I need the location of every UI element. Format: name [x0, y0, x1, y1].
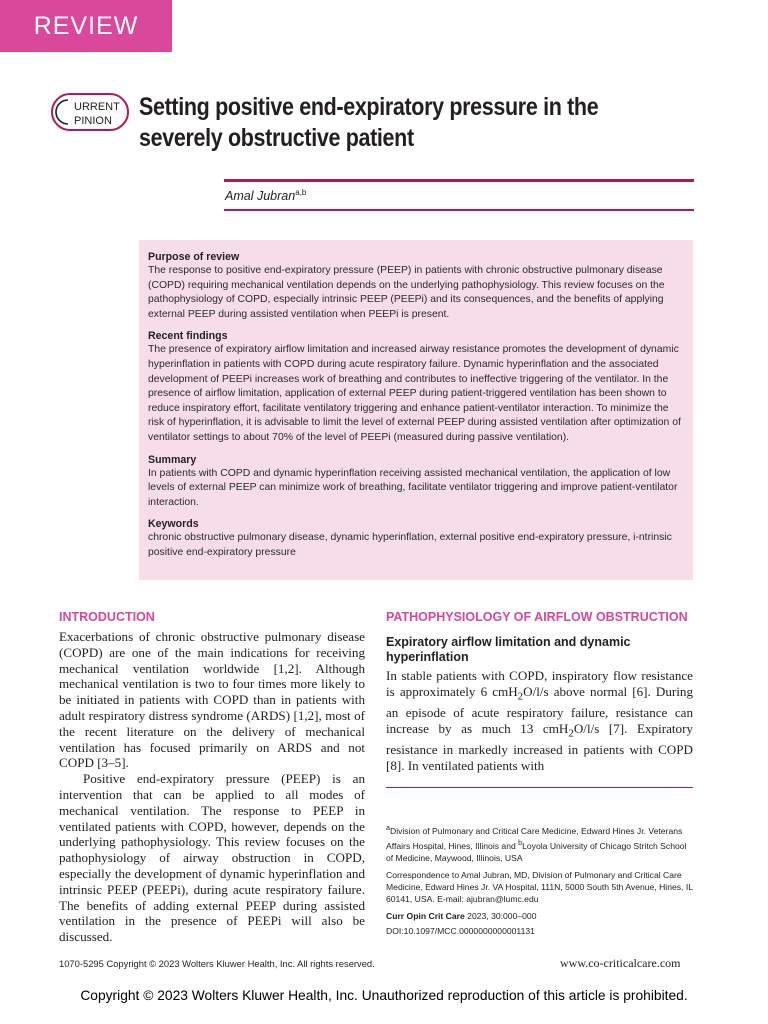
summary-text: In patients with COPD and dynamic hyperinflation receiving assisted mechanical ventilation, the application of low levels of external PEEP can minimize work of breathing, facilitate ventilator triggering and improve patient-ventilator interaction. [148, 467, 678, 508]
affiliation-text: $^a$Division of Pulmonary and Critical Care Medicine, Edward Hines Jr. Veterans Affairs Hospital, Hines, Illinois and $^b$Loyola University of Chicago Stritch School of Medicine, Maywood, Illinois, USA [386, 824, 687, 863]
doi-text: DOI:10.1097/MCC.0000000000001131 [386, 925, 535, 936]
correspondence-text: Correspondence to Amal Jubran, MD, Division of Pulmonary and Critical Care Medicine, Edward Hines Jr. VA Hospital, 111N, 5000 South 5th Avenue, Hines, IL 60141, USA. E-mail: ajubran@lumc.edu [386, 869, 693, 904]
purpose-heading: Purpose of review [148, 251, 240, 263]
svg-text:PINION: PINION [74, 115, 112, 127]
keywords-text: chronic obstructive pulmonary disease, dynamic hyperinflation, external positive end-expiratory pressure, i-ntrinsic positive end-expiratory pressure [148, 532, 672, 558]
abstract-box [139, 240, 693, 580]
footer-copyright: 1070-5295 Copyright © 2023 Wolters Kluwer Health, Inc. All rights reserved. [59, 958, 375, 969]
author-rule-top [224, 179, 694, 182]
intro-paragraph-1: Exacerbations of chronic obstructive pulmonary disease (COPD) are one of the main indications for receiving mechanical ventilation worldwide [1,2]. Although mechanical ventilation is two to four times more likely to be initiated in patients with COPD than in patients with adult respiratory distress syndrome (ARDS) [1,2], most of the recent literature on the delivery of mechanical ventilation has focused primarily on ARDS and not COPD [3–5]. [59, 629, 365, 771]
section-tab: REVIEW [0, 0, 172, 52]
findings-text: The presence of expiratory airflow limitation and increased airway resistance promotes the development of dynamic hyperinflation in patients with COPD during acute respiratory failure. Dynamic hyperinflation and the associated development of PEEPi increases work of breathing and contributes to ineffective triggering of the ventilator. In the presence of airflow limitation, application of external PEEP during patient-triggered ventilation has been shown to reduce inspiratory effort, facilitate ventilatory triggering and enhance patient-ventilator interaction. To minimize the risk of hyperinflation, it is advisable to limit the level of external PEEP during assisted ventilation after optimization of ventilator settings to about 70% of the level of PEEPi (measured during passive ventilation). [148, 344, 681, 443]
article-title: Setting positive end-expiratory pressure in the severely obstructive patient [139, 93, 599, 152]
journal-citation: Curr Opin Crit Care 2023, 30:000–000 [386, 910, 537, 921]
copyright-notice: Copyright © 2023 Wolters Kluwer Health, Inc. Unauthorized reproduction of this article is prohibited. [80, 988, 688, 1003]
keywords-heading: Keywords [148, 518, 199, 531]
findings-heading: Recent findings [148, 330, 228, 343]
intro-heading: INTRODUCTION [59, 610, 155, 624]
author-name: Amal Jubran [225, 189, 296, 204]
author-rule-bottom [224, 209, 694, 211]
summary-heading: Summary [148, 453, 197, 466]
svg-text:URRENT: URRENT [74, 101, 120, 113]
author-affil-marks: a,b [295, 188, 307, 197]
patho-subheading: Expiratory airflow limitation and dynamic hyperinflation [386, 635, 631, 664]
patho-heading: PATHOPHYSIOLOGY OF AIRFLOW OBSTRUCTION [386, 610, 688, 624]
author-line [225, 188, 306, 203]
affiliations-block [386, 822, 693, 942]
current-opinion-logo [50, 92, 130, 132]
affiliation-rule [386, 787, 693, 788]
footer-journal-url[interactable]: www.co-criticalcare.com [560, 956, 681, 970]
patho-paragraph-1: In stable patients with COPD, inspiratory flow resistance is approximately 6 cmH$_2$O/l/s above normal [6]. During an episode of acute respiratory failure, resistance can increase by as much 13 cmH$_2$O/l/s [7]. Expiratory resistance in markedly increased in patients with COPD [8]. In ventilated patients with [386, 668, 693, 774]
purpose-text: The response to positive end-expiratory pressure (PEEP) in patients with chronic obstructive pulmonary disease (COPD) requiring mechanical ventilation depends on the underlying pathophysiology. This review focuses on the pathophysiology of COPD, especially intrinsic PEEP (PEEPi) and its consequences, and the benefits of applying external PEEP during assisted ventilation when PEEPi is present. [148, 265, 665, 320]
intro-paragraph-2: Positive end-expiratory pressure (PEEP) is an intervention that can be applied to all modes of mechanical ventilation. The response to PEEP in ventilated patients with COPD, however, depends on the underlying pathophysiology. This review focuses on the pathophysiology of airway obstruction in COPD, especially the development of dynamic hyperinflation and intrinsic PEEP (PEEPi), during acute respiratory failure. The benefits of adding external PEEP during assisted ventilation in the presence of PEEPi will also be discussed. [59, 771, 365, 945]
right-column [386, 610, 693, 774]
left-column [59, 610, 365, 945]
